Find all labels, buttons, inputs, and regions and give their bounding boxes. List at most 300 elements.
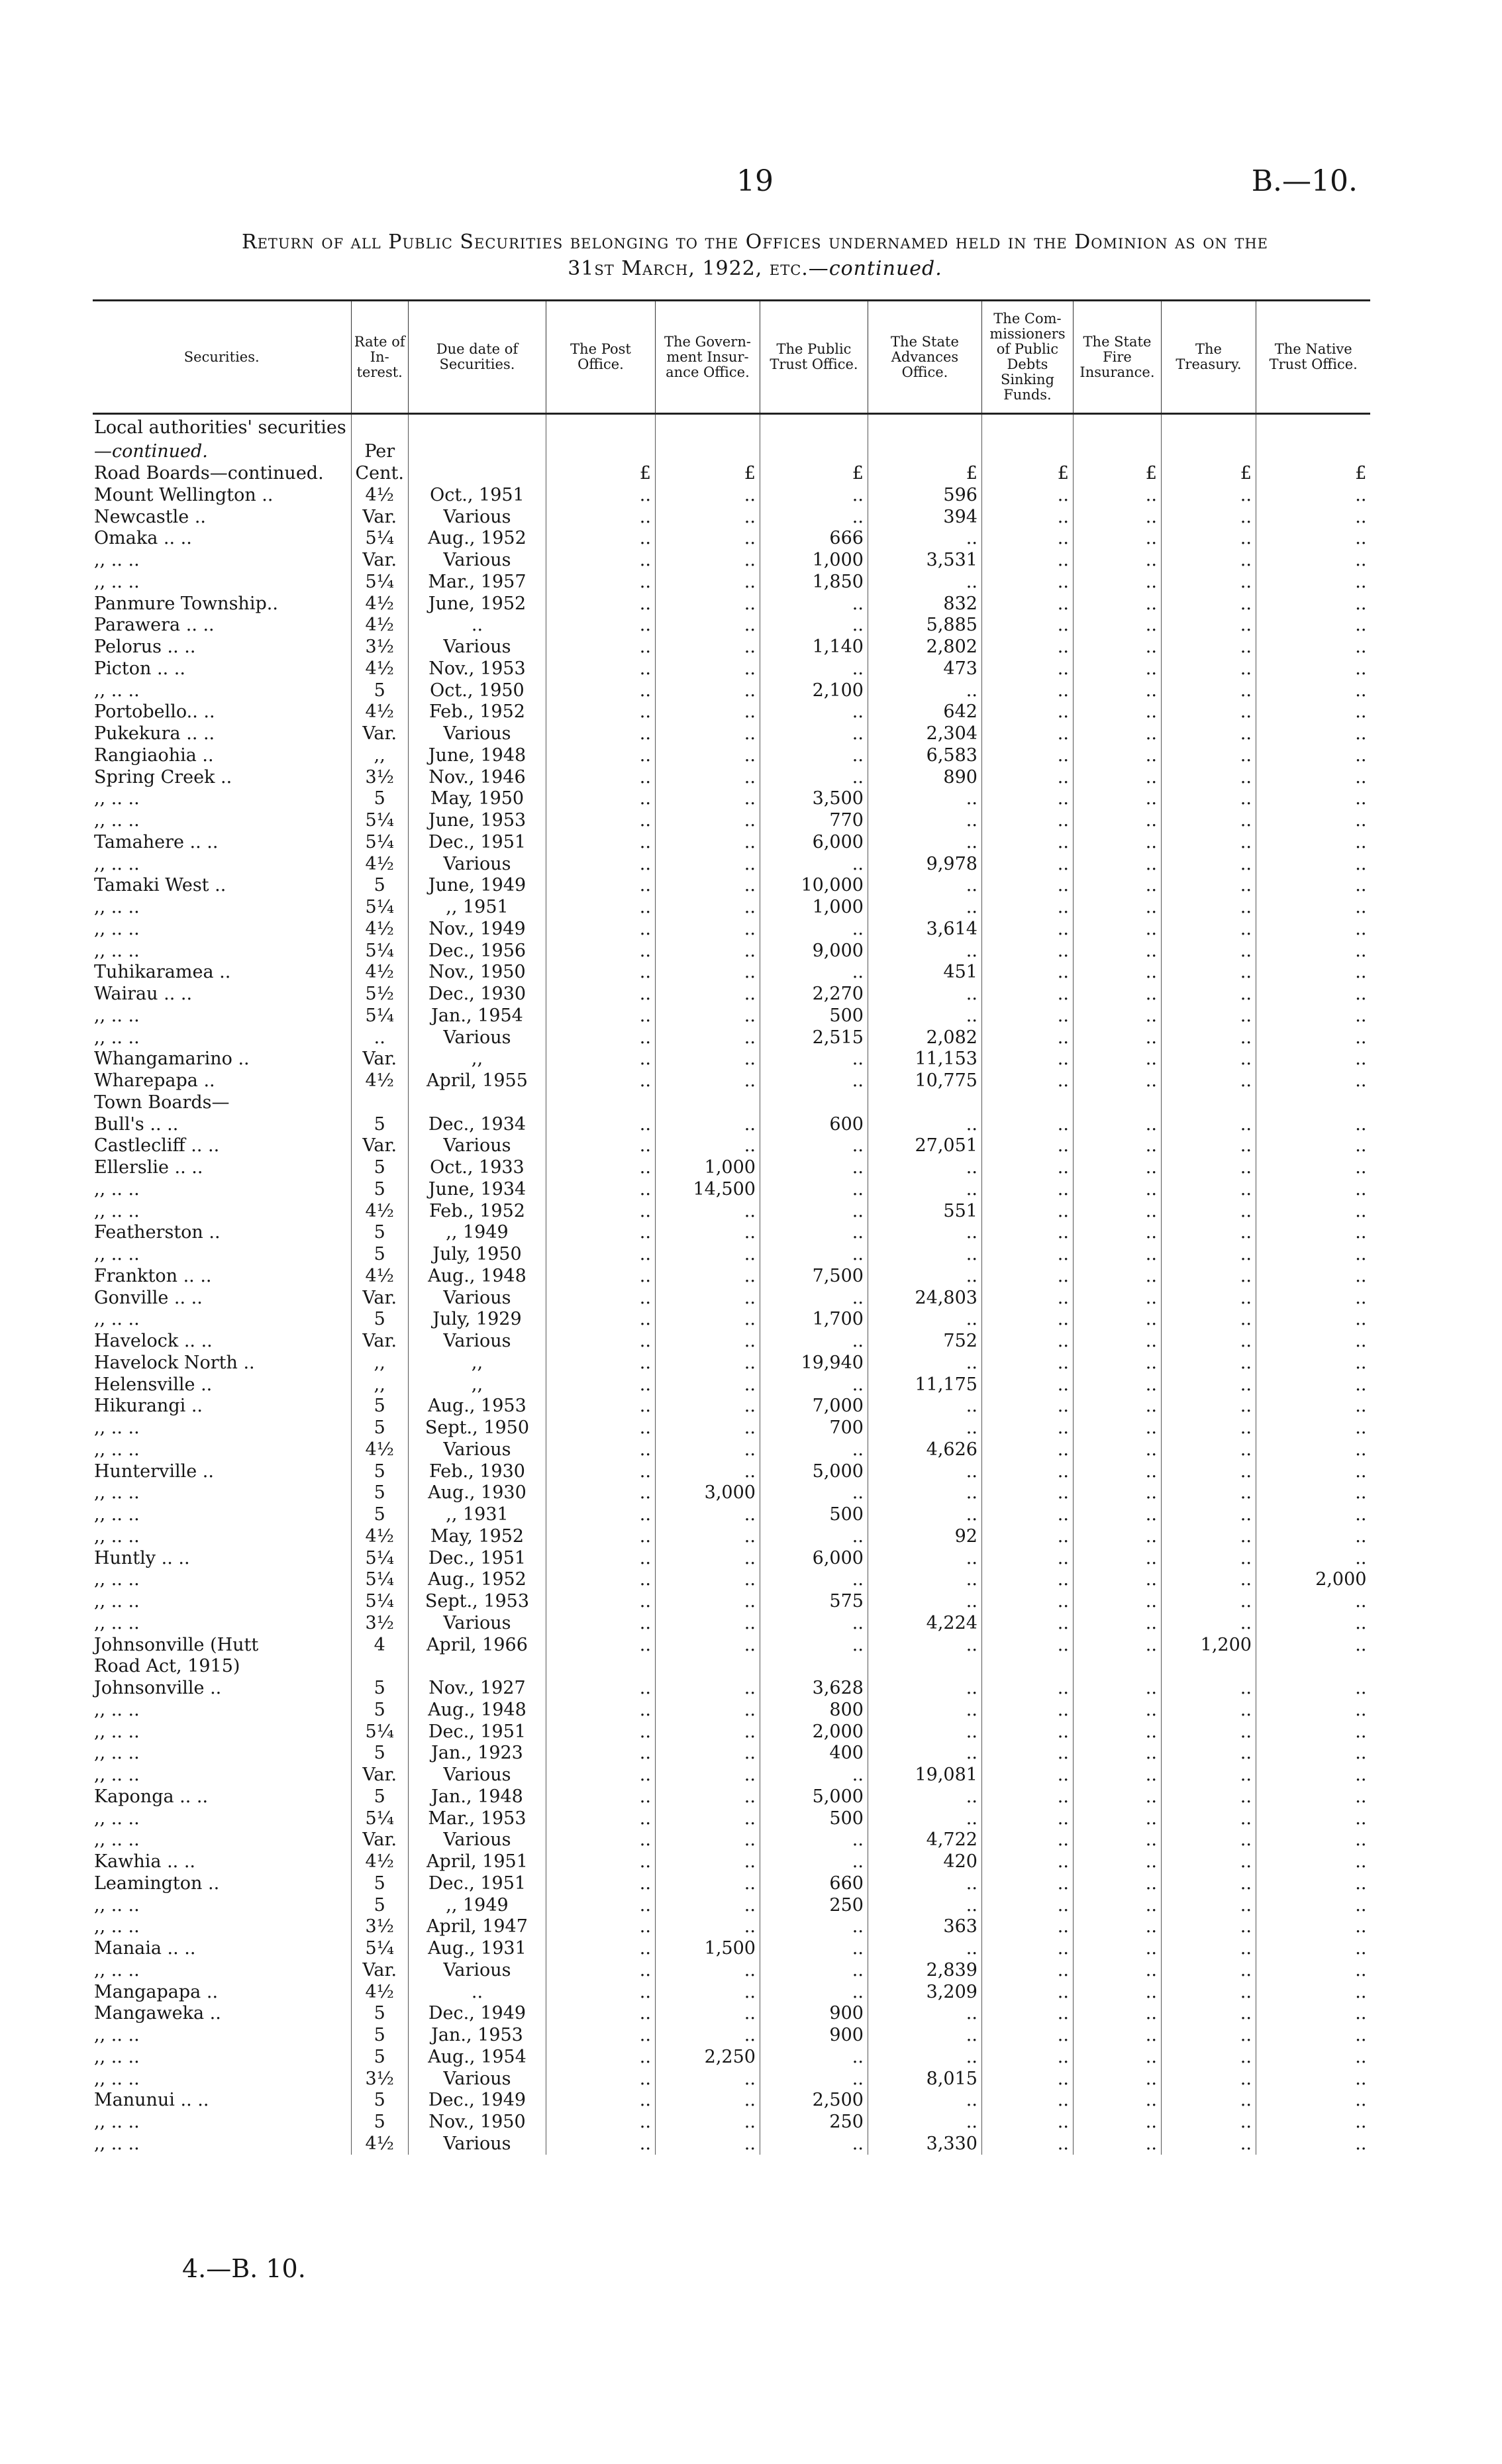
due-date: April, 1955 [408,1070,546,1092]
amount-cell: .. [546,1526,655,1548]
interest-rate [351,1656,408,1678]
amount-cell: 2,839 [868,1960,981,1982]
due-date: Various [408,637,546,658]
amount-cell: .. [655,701,760,723]
amount-cell: .. [1256,658,1370,680]
amount-cell: .. [546,701,655,723]
amount-cell: .. [1073,875,1161,897]
table-row [93,1244,1370,1266]
security-name: ,, .. .. [94,1178,140,1200]
amount-cell: .. [655,637,760,658]
amount-cell: .. [1256,810,1370,832]
amount-cell: 3,628 [760,1678,868,1700]
table-row [93,1981,1370,2003]
table-row [93,1656,1370,1678]
amount-cell: .. [1256,2090,1370,2112]
interest-rate: 4½ [351,615,408,637]
amount-cell: .. [981,832,1073,854]
amount-cell: .. [1256,1526,1370,1548]
amount-cell: .. [1256,1634,1370,1656]
amount-cell: .. [981,550,1073,572]
table-row [93,1092,1370,1114]
amount-cell: .. [546,1786,655,1808]
amount-cell: .. [655,1049,760,1070]
amount-cell: .. [546,1439,655,1461]
amount-cell: .. [1161,1504,1256,1526]
table-row [93,680,1370,701]
rate-unit: Cent. [351,463,408,485]
amount-cell: .. [981,984,1073,1005]
amount-cell: 2,000 [760,1721,868,1743]
due-date: Dec., 1949 [408,2090,546,2112]
amount-cell: 1,000 [760,897,868,919]
amount-cell: 420 [868,1851,981,1873]
security-name: Frankton .. .. [94,1265,212,1286]
amount-cell: .. [981,1526,1073,1548]
security-name: Mount Wellington .. [94,484,274,505]
amount-cell: .. [546,1266,655,1288]
amount-cell: 92 [868,1526,981,1548]
interest-rate: 4½ [351,853,408,875]
due-date: Dec., 1951 [408,1547,546,1569]
amount-cell: .. [1073,1482,1161,1504]
amount-cell: .. [760,1851,868,1873]
amount-cell: .. [760,1049,868,1070]
amount-cell: .. [868,1157,981,1179]
empty-cell [981,414,1073,442]
amount-cell: .. [1073,810,1161,832]
interest-rate: 5 [351,2112,408,2133]
amount-cell: .. [1256,788,1370,810]
amount-cell: .. [1073,788,1161,810]
amount-cell: .. [655,2112,760,2133]
table-row [93,766,1370,788]
interest-rate: 5 [351,875,408,897]
amount-cell: .. [1256,572,1370,593]
amount-cell: .. [1073,1547,1161,1569]
amount-cell: .. [1256,1613,1370,1635]
amount-cell [546,1092,655,1114]
amount-cell: .. [1256,680,1370,701]
interest-rate: 5 [351,1222,408,1244]
amount-cell: .. [1161,810,1256,832]
interest-rate: 5 [351,1244,408,1266]
amount-cell: .. [1161,506,1256,528]
amount-cell: .. [981,1960,1073,1982]
amount-cell: .. [760,1960,868,1982]
amount-cell: .. [546,1721,655,1743]
due-date: Various [408,506,546,528]
table-row [93,1547,1370,1569]
amount-cell [1073,1092,1161,1114]
amount-cell: .. [1256,1049,1370,1070]
due-date: Dec., 1951 [408,832,546,854]
amount-cell: .. [1073,1439,1161,1461]
security-name: ,, .. .. [94,918,140,939]
security-name: ,, .. .. [94,2133,140,2154]
security-name: ,, .. .. [94,1894,140,1916]
amount-cell: .. [868,1244,981,1266]
amount-cell: 1,140 [760,637,868,658]
amount-cell: .. [546,1916,655,1938]
amount-cell: .. [868,832,981,854]
amount-cell: .. [655,853,760,875]
amount-cell: .. [981,1461,1073,1482]
amount-cell: .. [655,962,760,984]
amount-cell: .. [546,2003,655,2025]
table-row [93,2090,1370,2112]
amount-cell: 9,978 [868,853,981,875]
due-date: Dec., 1949 [408,2003,546,2025]
amount-cell: 666 [760,528,868,550]
due-date: Various [408,2133,546,2155]
table-row [93,1461,1370,1482]
table-row [93,1678,1370,1700]
amount-cell: .. [1161,701,1256,723]
amount-cell: .. [1161,1353,1256,1374]
due-date: Various [408,1027,546,1049]
amount-cell: .. [1256,485,1370,507]
amount-cell: .. [655,1894,760,1916]
amount-cell: .. [1161,723,1256,745]
table-row [93,1829,1370,1851]
amount-cell: .. [1073,1894,1161,1916]
amount-cell: 2,500 [760,2090,868,2112]
interest-rate: 5 [351,1700,408,1721]
amount-cell: .. [1073,2112,1161,2133]
amount-cell: 800 [760,1700,868,1721]
due-date: April, 1947 [408,1916,546,1938]
amount-cell: .. [655,658,760,680]
security-name: ,, .. .. [94,788,140,809]
amount-cell: .. [655,984,760,1005]
amount-cell: .. [655,810,760,832]
amount-cell: .. [1073,1938,1161,1960]
amount-cell: .. [760,1613,868,1635]
amount-cell: .. [1073,1027,1161,1049]
amount-cell: .. [1161,853,1256,875]
amount-cell: 11,153 [868,1049,981,1070]
amount-cell: .. [1161,1200,1256,1222]
amount-cell: 27,051 [868,1135,981,1157]
amount-cell: .. [981,1027,1073,1049]
amount-cell: .. [546,1157,655,1179]
amount-cell: .. [981,1049,1073,1070]
amount-cell: .. [981,2003,1073,2025]
amount-cell: .. [1256,1005,1370,1027]
amount-cell: .. [760,615,868,637]
security-name: ,, .. .. [94,1482,140,1504]
amount-cell: .. [981,658,1073,680]
empty-cell [868,441,981,463]
table-row [93,853,1370,875]
amount-cell: .. [1073,593,1161,615]
due-date: Aug., 1954 [408,2047,546,2069]
amount-cell: .. [1073,1244,1161,1266]
amount-cell: .. [1256,615,1370,637]
amount-cell: .. [760,1157,868,1179]
due-date: April, 1966 [408,1634,546,1656]
amount-cell: .. [546,745,655,767]
amount-cell: .. [1161,1851,1256,1873]
due-date: Various [408,1287,546,1309]
amount-cell: .. [760,1569,868,1591]
amount-cell: 451 [868,962,981,984]
amount-cell: .. [546,1200,655,1222]
amount-cell: .. [981,1417,1073,1439]
section-heading: Local authorities' securities [94,417,346,438]
security-name: Town Boards— [94,1092,230,1113]
due-date: Various [408,2068,546,2090]
amount-cell: .. [1256,2112,1370,2133]
amount-cell: 19,081 [868,1765,981,1786]
amount-cell: .. [1161,1482,1256,1504]
amount-cell: .. [981,1894,1073,1916]
table-row [93,1417,1370,1439]
security-name: ,, .. .. [94,1439,140,1460]
amount-cell: .. [760,1244,868,1266]
table-row [93,1287,1370,1309]
amount-cell: 6,583 [868,745,981,767]
amount-cell: .. [546,658,655,680]
amount-cell: .. [1256,1266,1370,1288]
table-row [93,1482,1370,1504]
amount-cell: .. [981,637,1073,658]
empty-cell [760,414,868,442]
interest-rate: 5 [351,1743,408,1765]
amount-cell: .. [1161,637,1256,658]
amount-cell: .. [1256,940,1370,962]
amount-cell: .. [1161,962,1256,984]
interest-rate: 3½ [351,637,408,658]
amount-cell: .. [1256,1786,1370,1808]
amount-cell: .. [1073,1200,1161,1222]
title-line-2-italic: continued. [828,257,942,280]
amount-cell: .. [760,658,868,680]
due-date: ,, 1931 [408,1504,546,1526]
amount-cell: .. [546,1331,655,1353]
due-date: ,, [408,1374,546,1396]
amount-cell: .. [868,1504,981,1526]
amount-cell: .. [1256,528,1370,550]
amount-cell: 400 [760,1743,868,1765]
amount-cell: .. [1073,2003,1161,2025]
amount-cell: .. [981,1786,1073,1808]
amount-cell: .. [655,1960,760,1982]
amount-cell: .. [1161,485,1256,507]
amount-cell: 900 [760,2025,868,2047]
amount-cell: .. [1073,984,1161,1005]
document-reference: B.—10. [1251,164,1358,198]
amount-cell: .. [981,723,1073,745]
amount-cell: 700 [760,1417,868,1439]
amount-cell: .. [1073,723,1161,745]
section-heading-row [93,463,1370,485]
title-line-2 [93,256,1417,282]
table-row [93,1049,1370,1070]
amount-cell: .. [760,1482,868,1504]
amount-cell: .. [546,1461,655,1482]
amount-cell: .. [981,680,1073,701]
interest-rate: Var. [351,1135,408,1157]
amount-cell: .. [981,1591,1073,1613]
amount-cell: .. [1256,1396,1370,1417]
interest-rate: Var. [351,1960,408,1982]
interest-rate: Var. [351,1049,408,1070]
interest-rate: 5¼ [351,940,408,962]
amount-cell: .. [1073,897,1161,919]
table-row [93,2112,1370,2133]
interest-rate: 5 [351,1461,408,1482]
amount-cell: .. [1073,1461,1161,1482]
interest-rate: 5 [351,680,408,701]
amount-cell: 660 [760,1873,868,1895]
due-date: Dec., 1930 [408,984,546,1005]
amount-cell: 5,885 [868,615,981,637]
amount-cell: 770 [760,810,868,832]
security-name: ,, .. .. [94,1569,140,1590]
interest-rate: 5¼ [351,832,408,854]
amount-cell: 394 [868,506,981,528]
amount-cell: .. [868,875,981,897]
interest-rate: 5½ [351,984,408,1005]
amount-cell: 10,000 [760,875,868,897]
amount-cell: .. [1256,2068,1370,2090]
amount-cell: .. [1073,615,1161,637]
security-name: ,, .. .. [94,1504,140,1525]
interest-rate: 4½ [351,1526,408,1548]
column-header: The Public Trust Office. [760,301,868,414]
security-name: Newcastle .. [94,506,207,527]
interest-rate: Var. [351,1765,408,1786]
currency-symbol: £ [760,463,868,485]
amount-cell: .. [1161,1331,1256,1353]
due-date: May, 1952 [408,1526,546,1548]
amount-cell: .. [546,2090,655,2112]
amount-cell: .. [1161,1786,1256,1808]
interest-rate: Var. [351,723,408,745]
amount-cell: .. [868,2025,981,2047]
amount-cell: 752 [868,1331,981,1353]
amount-cell: .. [981,1135,1073,1157]
amount-cell: .. [1073,832,1161,854]
security-name: ,, .. .. [94,2112,140,2133]
security-name: ,, .. .. [94,2068,140,2089]
interest-rate: 4½ [351,1439,408,1461]
amount-cell: .. [546,572,655,593]
amount-cell: .. [760,701,868,723]
interest-rate: 5 [351,2090,408,2112]
interest-rate: 3½ [351,766,408,788]
interest-rate: 4½ [351,701,408,723]
due-date: Jan., 1948 [408,1786,546,1808]
amount-cell: .. [546,1287,655,1309]
amount-cell: .. [1073,2090,1161,2112]
amount-cell: .. [546,1873,655,1895]
table-row [93,1331,1370,1353]
amount-cell: .. [1161,2090,1256,2112]
amount-cell: .. [1256,1851,1370,1873]
amount-cell: .. [546,1417,655,1439]
amount-cell: .. [1256,1894,1370,1916]
amount-cell: .. [546,1005,655,1027]
amount-cell: .. [546,1070,655,1092]
table-row [93,528,1370,550]
security-name: Tuhikaramea .. [94,962,231,983]
amount-cell: .. [981,940,1073,962]
interest-rate: 5 [351,1157,408,1179]
security-name: Mangaweka .. [94,2003,221,2024]
amount-cell: .. [1073,1960,1161,1982]
amount-cell: .. [546,810,655,832]
table-row [93,875,1370,897]
amount-cell: .. [546,1309,655,1331]
amount-cell: .. [546,2047,655,2069]
amount-cell: .. [868,984,981,1005]
security-name: ,, .. .. [94,1612,140,1633]
amount-cell: .. [981,919,1073,941]
table-row [93,1374,1370,1396]
amount-cell: .. [1256,1829,1370,1851]
table-row [93,485,1370,507]
due-date: June, 1949 [408,875,546,897]
amount-cell: .. [655,1591,760,1613]
amount-cell: .. [655,506,760,528]
amount-cell: .. [1161,1287,1256,1309]
amount-cell: .. [1073,528,1161,550]
amount-cell: .. [1256,1027,1370,1049]
due-date: Jan., 1954 [408,1005,546,1027]
amount-cell: .. [868,1461,981,1482]
empty-cell [1256,441,1370,463]
amount-cell: .. [981,2047,1073,2069]
due-date: ,, 1949 [408,1222,546,1244]
amount-cell: .. [1256,1591,1370,1613]
amount-cell: .. [1073,1504,1161,1526]
amount-cell: 1,700 [760,1309,868,1331]
interest-rate: 5¼ [351,1591,408,1613]
due-date: Dec., 1951 [408,1721,546,1743]
amount-cell: .. [1073,1743,1161,1765]
table-row [93,1005,1370,1027]
amount-cell: .. [1256,984,1370,1005]
amount-cell: .. [1256,2025,1370,2047]
security-name: Tamahere .. .. [94,831,219,852]
amount-cell: .. [981,1005,1073,1027]
amount-cell: .. [655,1331,760,1353]
amount-cell: .. [868,1547,981,1569]
amount-cell: .. [546,1179,655,1201]
amount-cell: .. [655,940,760,962]
amount-cell: .. [1161,1700,1256,1721]
interest-rate: 4½ [351,593,408,615]
table-row [93,1873,1370,1895]
amount-cell: .. [1256,1960,1370,1982]
due-date: Nov., 1949 [408,919,546,941]
due-date: Feb., 1930 [408,1461,546,1482]
table-row [93,1200,1370,1222]
amount-cell: .. [1161,2133,1256,2155]
amount-cell: .. [1073,853,1161,875]
interest-rate: ,, [351,745,408,767]
amount-cell: .. [655,788,760,810]
amount-cell: .. [868,572,981,593]
amount-cell: .. [760,962,868,984]
amount-cell: .. [981,1981,1073,2003]
amount-cell: 596 [868,485,981,507]
amount-cell: .. [1073,1808,1161,1829]
table-row [93,1721,1370,1743]
